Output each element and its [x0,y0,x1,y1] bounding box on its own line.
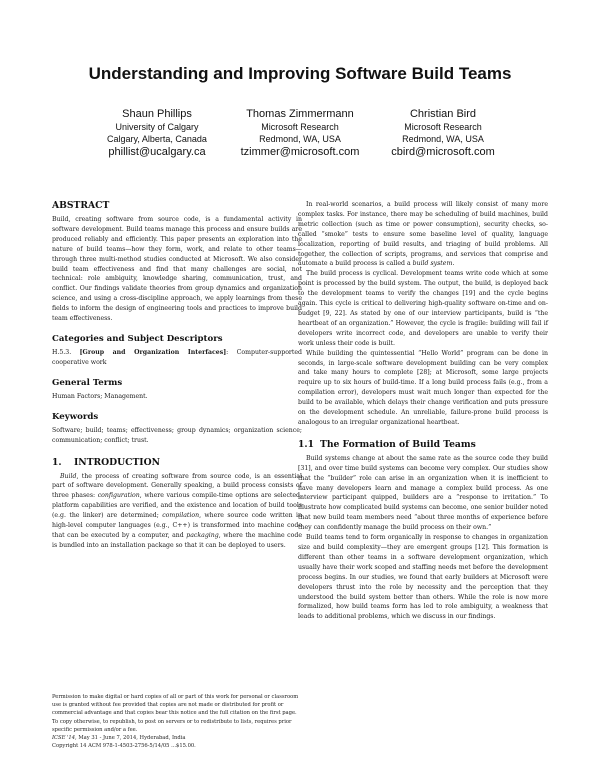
venue-details: , May 31 - June 7, 2014, Hyderabad, India [75,735,186,742]
author-name: Shaun Phillips [122,108,192,120]
subsection-heading [298,439,548,450]
permission-text: Permission to make digital or hard copies of all or part of this work for personal or classroom use is granted without fee provided that copies are not made or distributed for profit or commercial advantage and that copies bear this notice and the full citation on the first page. To copy otherwise, to republish, to post on servers or to redistribute to lists, requires prior specific permission and/or a fee. [52,694,299,733]
text-run: In real-world scenarios, a build process will likely consist of many more complex tasks. For instance, there may be scheduling of build machines, build metric collection (such as time or power consumption), security checks, so-called “smoke” tests to ensure some baseline level of quality, language localization, reporting of build results, and triaging of build problems. All together, the collection of scripts, programs, and services that comprise and automate a build process is called a [298,201,548,268]
section-title: INTRODUCTION [74,456,160,468]
author-location: Redmond, WA, USA [402,134,484,144]
author-email: tzimmer@microsoft.com [240,146,360,158]
categories-heading: Categories and Subject Descriptors [52,333,223,344]
term-packaging: packaging [186,531,219,539]
keywords-heading: Keywords [52,411,99,422]
body-paragraph [298,200,548,269]
venue-line [52,734,302,742]
body-paragraph: The build process is cyclical. Development teams write code which at some point is processed by the build system. The output, the build, is deployed back to the development teams to verify the changes [19] and the cycle begins again. This cycle is critical to delivering high-quality software on-time and on-budget [9, 22]. As stated by one of our interview participants, build is “the heartbeat of an organization.” However, the cycle is fragile: building will fail if developers write incorrect code, and developers are unable to verify their work unless their code is built. [298,270,548,347]
introduction-paragraph [52,472,302,551]
abstract-text: Build, creating software from source code, is a fundamental activity in software development. Build teams manage this process and ensure builds are produced reliably and efficiently. This paper presents an exploration into the nature of build teams—how they form, work, and relate to other teams—through three multi-method studies conducted at Microsoft. We also consider build team effectiveness and find that many challenges are social, not technical: role ambiguity, knowledge sharing, communication, trust, and conflict. Our findings validate theories from group dynamics and organization science, and using a cross-discipline approach, we apply learnings from these fields to inform the design of engineering tools and practices to improve build team effectiveness. [52,216,302,323]
text-run: , where various compile-time options are selected, platform capabilities are verified, and the existence and location of build tools (e.g. the linker) are determined; [52,492,302,520]
abstract-heading: ABSTRACT [52,200,110,211]
section-title: The Formation of Build Teams [320,438,476,450]
author-affiliation: Microsoft Research [261,122,339,132]
categories-code: H.5.3. [52,348,72,356]
copyright-line: Copyright 14 ACM 978-1-4503-2756-5/14/05 ...$15.00. [52,743,196,750]
body-paragraph: Build systems change at about the same rate as the source code they build [31], and over time build systems can become very complex. Our studies show that the “builder” role can arise in an organization when it is inefficient to have many developers learn and manage a complex build process. As one interview participant quipped, builders are a “response to irritation.” To illustrate how complicated build systems can become, one senior builder noted that new build team members need “about three months of experience before they can confidently manage the build process on their own.” [298,454,548,532]
author-location: Calgary, Alberta, Canada [107,134,207,144]
categories-name: [Group and Organization Interfaces] [79,348,227,356]
venue-name: ICSE '14 [52,735,76,742]
author-email: phillist@ucalgary.ca [108,146,206,158]
text-run: , where the machine code is bundled into an installation package so that it can be deployed to users. [52,531,302,549]
section-number: 1. [52,456,62,468]
right-column [298,200,548,622]
text-run: , the process of creating software from source code, is an essential part of software development. Generally speaking, a build process consists of three phases: [52,472,302,500]
text-run: . [452,260,455,268]
general-terms-heading: General Terms [52,377,123,388]
author-name: Christian Bird [409,108,477,120]
term-configuration: configuration [97,492,140,500]
term-compilation: compilation [162,512,200,520]
keywords-text: Software; build; teams; effectiveness; group dynamics; organization science; communication; conflict; trust. [52,426,302,444]
author-email: cbird@microsoft.com [391,146,495,158]
categories-desc: : Computer-supported cooperative work [52,348,302,366]
author-location: Redmond, WA, USA [259,134,341,144]
paper-title: Understanding and Improving Software Build Teams [88,64,512,83]
author-affiliation: Microsoft Research [404,122,482,132]
author-affiliation: University of Calgary [115,122,199,132]
introduction-heading [52,457,302,468]
author-block [358,108,528,158]
permission-footnote [52,693,302,750]
section-number: 1.1 [298,438,314,450]
body-paragraph: While building the quintessential “Hello World” program can be done in seconds, in large-scale software development building can be very complex and take many hours to complete [28]; at Microsoft, some large projects require up to six hours of build-time. If a long build process fails (e.g., from a compilation error), developers must wait much longer than expected for the build to be available, which delays their change verification and puts pressure on the development schedule. An unreliable, failure-prone build process is analogous to an irregular organizational heartbeat. [298,349,548,426]
term-build: Build [60,472,77,480]
general-terms-text: Human Factors; Management. [52,392,148,400]
text-run: , where source code written in high-level computer languages (e.g., C++) is transformed into machine code that can be executed by a computer, and [52,512,302,539]
categories-text [52,348,302,368]
left-column [52,200,302,551]
body-paragraph: Build teams tend to form organically in response to changes in organization size and build complexity—they are emergent groups [12]. This formation is different than other teams in a software development organization, which usually have their work scoped and staffing needs met before the development process begins. In our studies, we found that early builders at Microsoft were developers thrust into the role by necessity and the perception that they understood the build system better than others. While the role is now more formalized, how build teams form has led to role ambiguity, a weakness that leads to additional problems, which we discuss in our findings. [298,534,548,621]
term-build-system: build system [412,260,453,268]
author-name: Thomas Zimmermann [246,108,354,120]
